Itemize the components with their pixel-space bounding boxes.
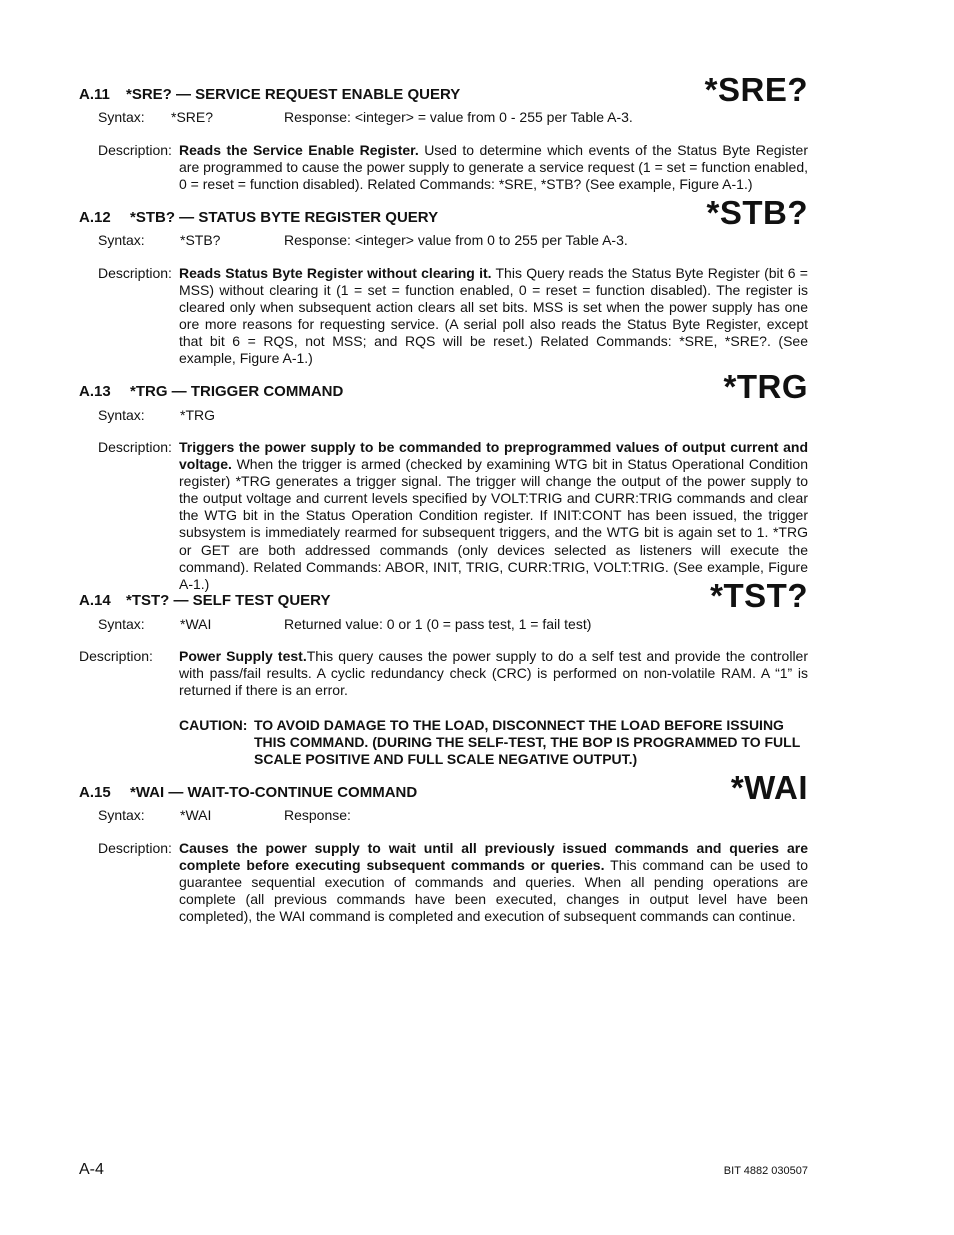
description-body: Used to determine which events of the Status Byte Register are programmed to cause the power supply to generate a service request (1 = set = function enabled, 0 = reset = function disabled). Related Commands: *SRE, *STB? (See example, Figure A-1.) (179, 142, 808, 193)
section-a11-big-title: *SRE? (704, 71, 808, 108)
caution-label: CAUTION: (179, 717, 248, 733)
section-a11-heading (79, 86, 460, 104)
syntax-command: *TRG (180, 407, 215, 423)
section-number: A.11 (79, 86, 110, 103)
section-a15-big-title: *WAI (730, 769, 808, 806)
description-bold: Triggers the power supply to be commanded to preprogrammed values of output current and voltage. (179, 439, 808, 473)
description-bold: Causes the power supply to wait until all previously issued commands and queries are complete before executing subsequent commands or queries. (179, 840, 808, 874)
description-bold: Power Supply test. (179, 648, 307, 664)
description-bold: Reads Status Byte Register without clearing it. (179, 265, 492, 281)
syntax-command: *WAI (180, 807, 212, 823)
description-text (179, 648, 808, 699)
description-body: This command can be used to guarantee sequential execution of commands and queries. When all pending operations are complete (all previous commands have been executed, changes in output level have been completed), the WAI command is completed and execution of subsequent commands can continue. (179, 857, 809, 925)
section-a12-big-title: *STB? (706, 194, 808, 231)
caution-text: TO AVOID DAMAGE TO THE LOAD, DISCONNECT THE LOAD BEFORE ISSUING THIS COMMAND. (DURING THE SELF-TEST, THE BOP IS PROGRAMMED TO FULL SCALE POSITIVE AND FULL SCALE NEGATIVE OUTPUT.) (254, 717, 801, 768)
description-label: Description: (98, 439, 172, 455)
section-number: A.14 (79, 592, 111, 609)
syntax-command: *STB? (180, 232, 221, 248)
syntax-response: Response: <integer> value from 0 to 255 per Table A-3. (284, 232, 628, 248)
section-a13-big-title: *TRG (723, 368, 808, 405)
section-number: A.13 (79, 383, 111, 400)
description-text (179, 142, 808, 193)
syntax-response: Response: (284, 807, 351, 823)
description-body: This Query reads the Status Byte Register (bit 6 = MSS) without clearing it (1 = set = function enabled, 0 = reset = function disabled). The register is cleared only when subsequent action clears all set bits. MSS is set when the power supply has one ore more reasons for requesting service. (A serial poll also reads the Status Byte Register, except that bit 6 = RQS, not MSS; and RQS will be reset.) Related Commands: *SRE, *SRE?. (See example, Figure A-1.) (179, 265, 808, 367)
syntax-command: *SRE? (171, 109, 214, 125)
section-number: A.12 (79, 209, 111, 226)
syntax-label: Syntax: (98, 407, 145, 423)
section-title: *STB? — STATUS BYTE REGISTER QUERY (130, 209, 439, 226)
section-title: *WAI — WAIT-TO-CONTINUE COMMAND (130, 784, 418, 801)
section-a14-heading (79, 592, 330, 610)
section-number: A.15 (79, 784, 111, 801)
description-text (179, 265, 808, 368)
description-bold: Reads the Service Enable Register. (179, 142, 419, 158)
syntax-response: Returned value: 0 or 1 (0 = pass test, 1 = fail test) (284, 616, 592, 632)
syntax-label: Syntax: (98, 232, 145, 248)
section-a12-heading (79, 209, 438, 227)
section-a15-heading (79, 784, 417, 802)
syntax-label: Syntax: (98, 109, 145, 125)
syntax-response: Response: <integer> = value from 0 - 255 per Table A-3. (284, 109, 633, 125)
syntax-command: *WAI (180, 616, 212, 632)
description-label: Description: (98, 840, 172, 856)
document-id: BIT 4882 030507 (723, 1165, 808, 1177)
section-title: *SRE? — SERVICE REQUEST ENABLE QUERY (126, 86, 461, 103)
page-number: A-4 (79, 1161, 104, 1178)
section-a14-big-title: *TST? (710, 577, 808, 614)
description-text (179, 439, 808, 593)
description-body: This query causes the power supply to do a self test and provide the controller with pass/fail results. A cyclic redundancy check (CRC) is performed on non-volatile RAM. A “1” is returned if there is an error. (179, 648, 809, 699)
description-label: Description: (79, 648, 153, 664)
syntax-label: Syntax: (98, 807, 145, 823)
syntax-label: Syntax: (98, 616, 145, 632)
section-title: *TRG — TRIGGER COMMAND (130, 383, 344, 400)
section-a13-heading (79, 383, 343, 401)
description-body: When the trigger is armed (checked by examining WTG bit in Status Operational Condition register) *TRG generates a trigger signal. The trigger will change the output of the power supply to the output voltage and current levels specified by VOLT:TRIG and CURR:TRIG commands and clear the WTG bit in the Status Operation Condition register. If INIT:CONT has been issued, the trigger subsystem is immediately rearmed for subsequent triggers, and the WTG bit is again set to 1. *TRG or GET are both addressed commands (only devices selected as listeners will execute the command). Related Commands: ABOR, INIT, TRIG, CURR:TRIG, VOLT:TRIG. (See example, Figure A-1.) (179, 456, 808, 592)
description-text (179, 840, 808, 925)
description-label: Description: (98, 142, 172, 158)
description-label: Description: (98, 265, 172, 281)
section-title: *TST? — SELF TEST QUERY (126, 592, 331, 609)
